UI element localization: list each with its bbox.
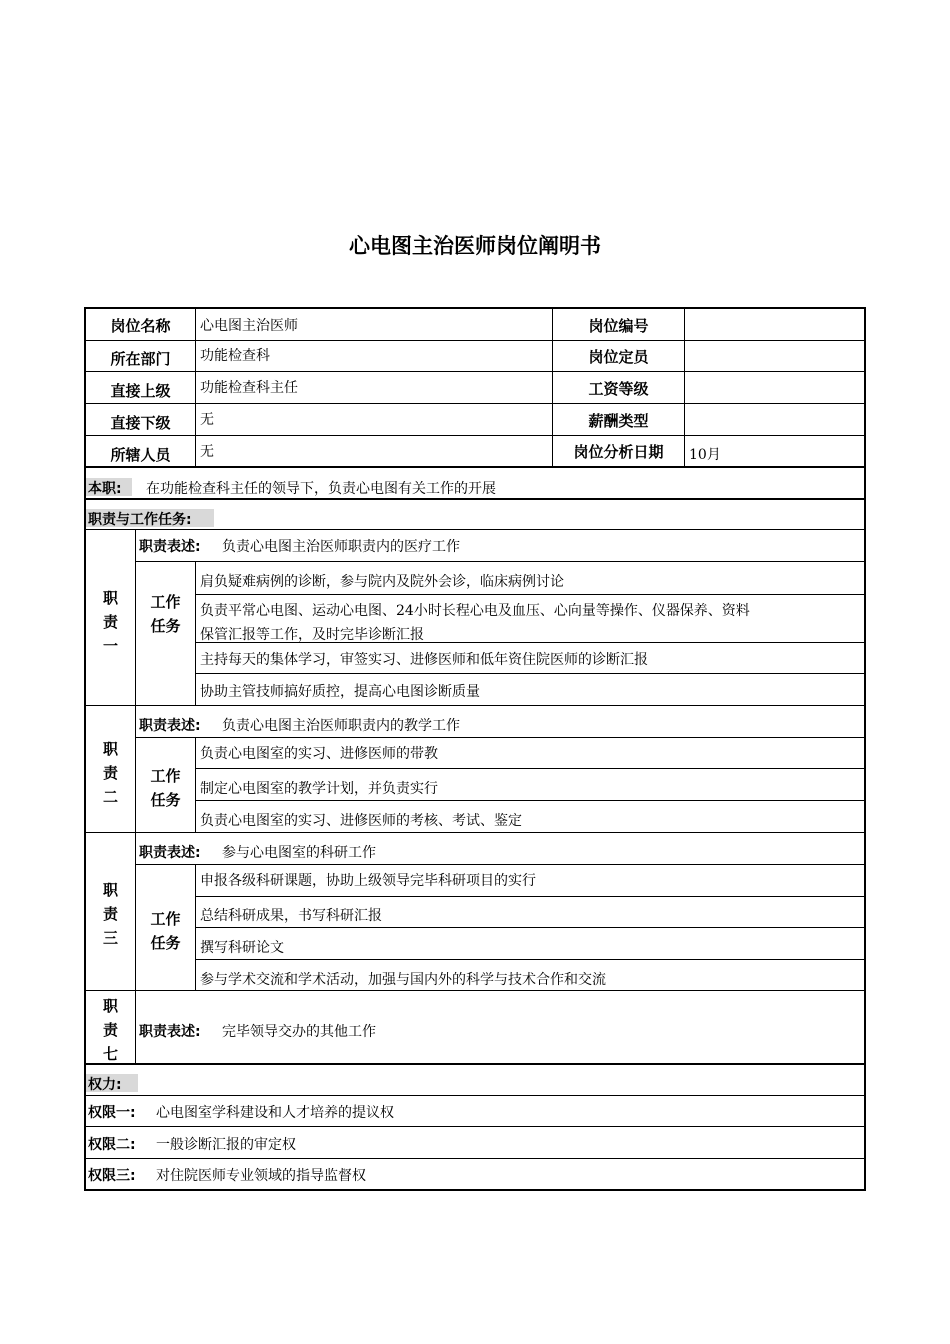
superior-value: 功能检查科主任 <box>200 380 298 396</box>
quota-label: 岗位定员 <box>588 348 649 366</box>
grid-line <box>86 340 864 341</box>
grid-line <box>195 896 864 897</box>
duty2-statement-label: 职责表述: <box>139 718 201 734</box>
grid-line <box>135 737 864 738</box>
superior-label: 直接上级 <box>110 382 171 400</box>
grid-line <box>86 1158 864 1159</box>
grid-line <box>86 466 864 468</box>
grid-line <box>86 990 864 991</box>
duty3-label: 职 责 三 <box>102 881 118 947</box>
grid-line <box>195 594 864 595</box>
grid-line <box>86 403 864 404</box>
department-label: 所在部门 <box>110 350 171 368</box>
grid-line <box>195 959 864 960</box>
duty2-label: 职 责 二 <box>102 740 118 806</box>
duty3-task: 申报各级科研课题，协助上级领导完毕科研项目的实行 <box>200 873 536 889</box>
position-code-label: 岗位编号 <box>588 317 649 335</box>
grid-line <box>684 309 685 467</box>
subordinate-value: 无 <box>200 412 214 428</box>
authority-3-text: 对住院医师专业领域的指导监督权 <box>156 1168 366 1184</box>
grid-line <box>86 371 864 372</box>
analysis-date-label: 岗位分析日期 <box>573 443 664 461</box>
managed-label: 所辖人员 <box>110 446 171 464</box>
authority-2-text: 一般诊断汇报的审定权 <box>156 1137 296 1153</box>
grid-line <box>195 768 864 769</box>
grid-line <box>195 927 864 928</box>
grid-line <box>86 1063 864 1065</box>
grid-line <box>86 1095 864 1096</box>
grid-line <box>195 737 196 832</box>
subordinate-label: 直接下级 <box>110 414 171 432</box>
duty1-task: 保管汇报等工作，及时完毕诊断汇报 <box>200 627 424 643</box>
position-name-label: 岗位名称 <box>110 317 171 335</box>
grid-line <box>195 561 196 705</box>
duty3-task: 参与学术交流和学术活动，加强与国内外的科学与技术合作和交流 <box>200 972 606 988</box>
grid-line <box>86 498 864 500</box>
salary-type-label: 薪酬类型 <box>588 412 649 430</box>
department-value: 功能检查科 <box>200 348 270 364</box>
position-name-value: 心电图主治医师 <box>200 318 298 334</box>
authority-1-text: 心电图室学科建设和人才培养的提议权 <box>156 1105 394 1121</box>
managed-value: 无 <box>200 444 214 460</box>
grid-line <box>86 529 864 530</box>
authority-1-label: 权限一: <box>88 1105 136 1121</box>
grid-line <box>135 864 864 865</box>
duty3-task: 撰写科研论文 <box>200 940 284 956</box>
page-title: 心电图主治医师岗位阐明书 <box>349 234 601 258</box>
duty1-task: 负责平常心电图、运动心电图、24小时长程心电及血压、心向量等操作、仪器保养、资料 <box>200 603 750 619</box>
duty2-task: 负责心电图室的实习、进修医师的带教 <box>200 746 438 762</box>
duty2-task: 制定心电图室的教学计划，并负责实行 <box>200 781 438 797</box>
duty3-statement: 参与心电图室的科研工作 <box>222 845 376 861</box>
duty1-task-label: 工作 任务 <box>150 593 181 635</box>
duty1-task: 肩负疑难病例的诊断，参与院内及院外会诊，临床病例讨论 <box>200 574 564 590</box>
authority-2-label: 权限二: <box>88 1137 136 1153</box>
grid-line <box>195 642 864 643</box>
duty2-task-label: 工作 任务 <box>150 767 181 809</box>
duty1-task: 协助主管技师搞好质控，提高心电图诊断质量 <box>200 684 480 700</box>
duty1-statement: 负责心电图主治医师职责内的医疗工作 <box>222 539 460 555</box>
duty-summary-text: 在功能检查科主任的领导下，负责心电图有关工作的开展 <box>146 481 496 497</box>
grid-line <box>195 800 864 801</box>
duty7-statement: 完毕领导交办的其他工作 <box>222 1024 376 1040</box>
duty2-statement: 负责心电图主治医师职责内的教学工作 <box>222 718 460 734</box>
grid-line <box>86 832 864 833</box>
duty2-task: 负责心电图室的实习、进修医师的考核、考试、鉴定 <box>200 813 522 829</box>
authority-3-label: 权限三: <box>88 1168 136 1184</box>
grid-line <box>86 1126 864 1127</box>
duty3-statement-label: 职责表述: <box>139 845 201 861</box>
duty7-statement-label: 职责表述: <box>139 1024 201 1040</box>
duty3-task-label: 工作 任务 <box>150 910 181 952</box>
duty-summary-label: 本职: <box>88 481 122 497</box>
duties-header: 职责与工作任务: <box>88 512 192 528</box>
duty1-statement-label: 职责表述: <box>139 539 201 555</box>
duty1-label: 职 责 一 <box>102 589 118 655</box>
authority-header: 权力: <box>88 1077 122 1093</box>
grid-line <box>135 561 864 562</box>
grid-line <box>195 673 864 674</box>
grid-line <box>86 435 864 436</box>
duty7-label: 职 责 七 <box>102 997 118 1063</box>
grid-line <box>86 705 864 706</box>
analysis-date-value: 10月 <box>689 447 721 463</box>
grid-line <box>195 309 196 467</box>
duty1-task: 主持每天的集体学习，审签实习、进修医师和低年资住院医师的诊断汇报 <box>200 652 648 668</box>
wage-grade-label: 工资等级 <box>588 380 649 398</box>
duty3-task: 总结科研成果，书写科研汇报 <box>200 908 382 924</box>
